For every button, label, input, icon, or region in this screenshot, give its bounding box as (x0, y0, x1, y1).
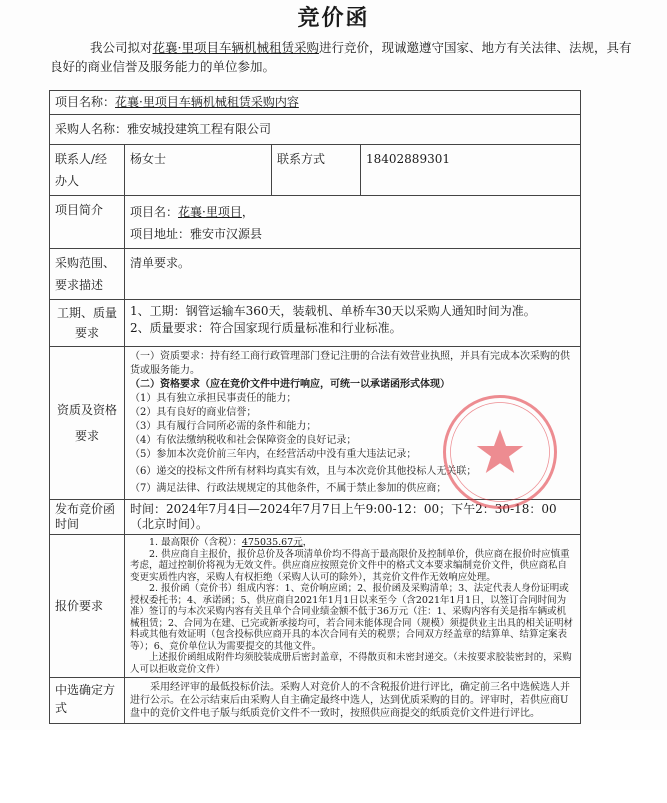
brief-project-name: 花襄·里项目 (178, 205, 242, 219)
qual-item: （5）参加本次竞价前三年内，在经营活动中没有重大违法记录； (130, 449, 417, 460)
period-line: 1、工期：钢管运输车360天，装载机、单桥车30天以采购人通知时间为准。 (130, 304, 536, 318)
brief-address: 项目地址：雅安市汉源县 (130, 227, 263, 241)
intro-post: 进行竞价，现诚邀遵守国家、地方有关法律、法规，具有良好的商业信誉及服务能力的单位参加。 (50, 40, 632, 74)
punct: ， (302, 537, 313, 548)
quote-paragraph: 上述报价函组成附件均须胶装成册后密封盖章，不得散页和未密封递交。（未按要求胶装密封的，采购人可以拒收竞价文件） (130, 652, 572, 675)
quote-paragraph: 2. 报价函（竞价书）组成内容：1、竞价响应函；2、报价函及采购清单；3、法定代表人身份证明或授权委托书；4、承诺函；5、供应商自2021年1月1日以来至今（含2021年1月1日，以签订合同时间为准）签订的与本次采购内容有关且单个合同业绩金额不低于36万元（注：1、采购内容有关是指车辆或机械租赁；2、合同为在建、已完或新承接均可，若合同未能体现合同（规模）须提供业主出具的相关证明材料或其他有效证明（包含投标供应商开具的本次合同有关的税票；合同双方经盖章的结算单、结算定案表等）；6、竞价单位认为需要提交的其他文件。 (130, 583, 574, 652)
brief-content (125, 196, 581, 249)
qual-item: （4）有依法缴纳税收和社会保障资金的良好记录； (130, 435, 357, 446)
publish-value: 时间：2024年7月4日—2024年7月7日上午9:00-12：00；下午2：30-18：00（北京时间）。 (125, 500, 581, 535)
purchaser-name: 雅安城投建筑工程有限公司 (127, 122, 272, 136)
scope-value: 清单要求。 (125, 249, 581, 300)
max-price: 475035.67元 (241, 537, 303, 548)
label: 采购人名称： (55, 122, 128, 136)
intro-pre: 我公司拟对 (90, 40, 153, 55)
purchaser-row (50, 115, 581, 145)
qual-item: （3）具有履行合同所必需的条件和能力； (130, 421, 317, 432)
scope-label: 采购范围、要求描述 (50, 249, 125, 300)
max-price-label: 1. 最高限价（含税）： (149, 537, 242, 548)
qual-item: （7）满足法律、行政法规规定的其他条件，不属于禁止参加的供应商； (130, 483, 447, 494)
publish-label: 发布竞价函时间 (50, 500, 125, 535)
select-label: 中选确定方式 (50, 678, 125, 724)
quote-label: 报价要求 (50, 535, 125, 678)
quote-paragraph: 2. 供应商自主报价，报价总价及各项清单价均不得高于最高限价及控制单价，供应商在报价时应慎重考虑，超过控制价将视为无效文件。供应商应按照竞价文件中的格式文本要求编制竞价文件，供应商私自变更实质性内容，采购人有权拒绝（采购人认可的除外），其竞价文件作无效响应处理。 (130, 548, 570, 583)
intro-paragraph (50, 38, 640, 76)
period-label: 工期、质量要求 (50, 300, 125, 347)
bid-table (49, 90, 581, 724)
qual-item: （2）具有良好的商业信誉； (130, 407, 257, 418)
qual-item: （6）递交的投标文件所有材料均真实有效，且与本次竞价其他投标人无关联； (130, 466, 477, 477)
punct: ， (241, 205, 254, 219)
contact-label: 联系人/经办人 (50, 145, 125, 196)
intro-project: 花襄·里项目车辆机械租赁采购 (152, 40, 319, 55)
quote-content (125, 535, 581, 678)
qual-label: 资质及资格要求 (50, 347, 125, 500)
contact-phone: 18402889301 (361, 145, 581, 196)
page-title: 竞价函 (297, 5, 370, 31)
period-content (125, 300, 581, 347)
qual-item: （一）资质要求：持有经工商行政管理部门登记注册的合法有效营业执照，并具有完成本次采购的供货或服务能力。 (130, 351, 570, 376)
project-name: 花襄·里项目车辆机械租赁采购内容 (115, 95, 299, 109)
contact-person: 杨女士 (125, 145, 272, 196)
quality-line: 2、质量要求：符合国家现行质量标准和行业标准。 (130, 321, 402, 335)
contact-method-label: 联系方式 (272, 145, 361, 196)
project-name-row (50, 91, 581, 115)
qual-item: （1）具有独立承担民事责任的能力； (130, 393, 297, 404)
label: 项目名： (130, 205, 179, 219)
brief-label: 项目简介 (50, 196, 125, 249)
qual-content (125, 347, 581, 500)
label: 项目名称： (55, 95, 116, 109)
qual-item: （二）资格要求（应在竞价文件中进行响应，可统一以承诺函形式体现） (130, 379, 450, 390)
select-value: 采用经评审的最低投标价法。采购人对竞价人的不含税报价进行评比，确定前三名中选候选人并进行公示。在公示结束后由采购人自主确定最终中选人，达到优质采购的目的。评审时，若供应商U盘中的竞价文件电子版与纸质竞价文件不一致时，按照供应商提交的纸质竞价文件进行评比。 (125, 678, 581, 724)
